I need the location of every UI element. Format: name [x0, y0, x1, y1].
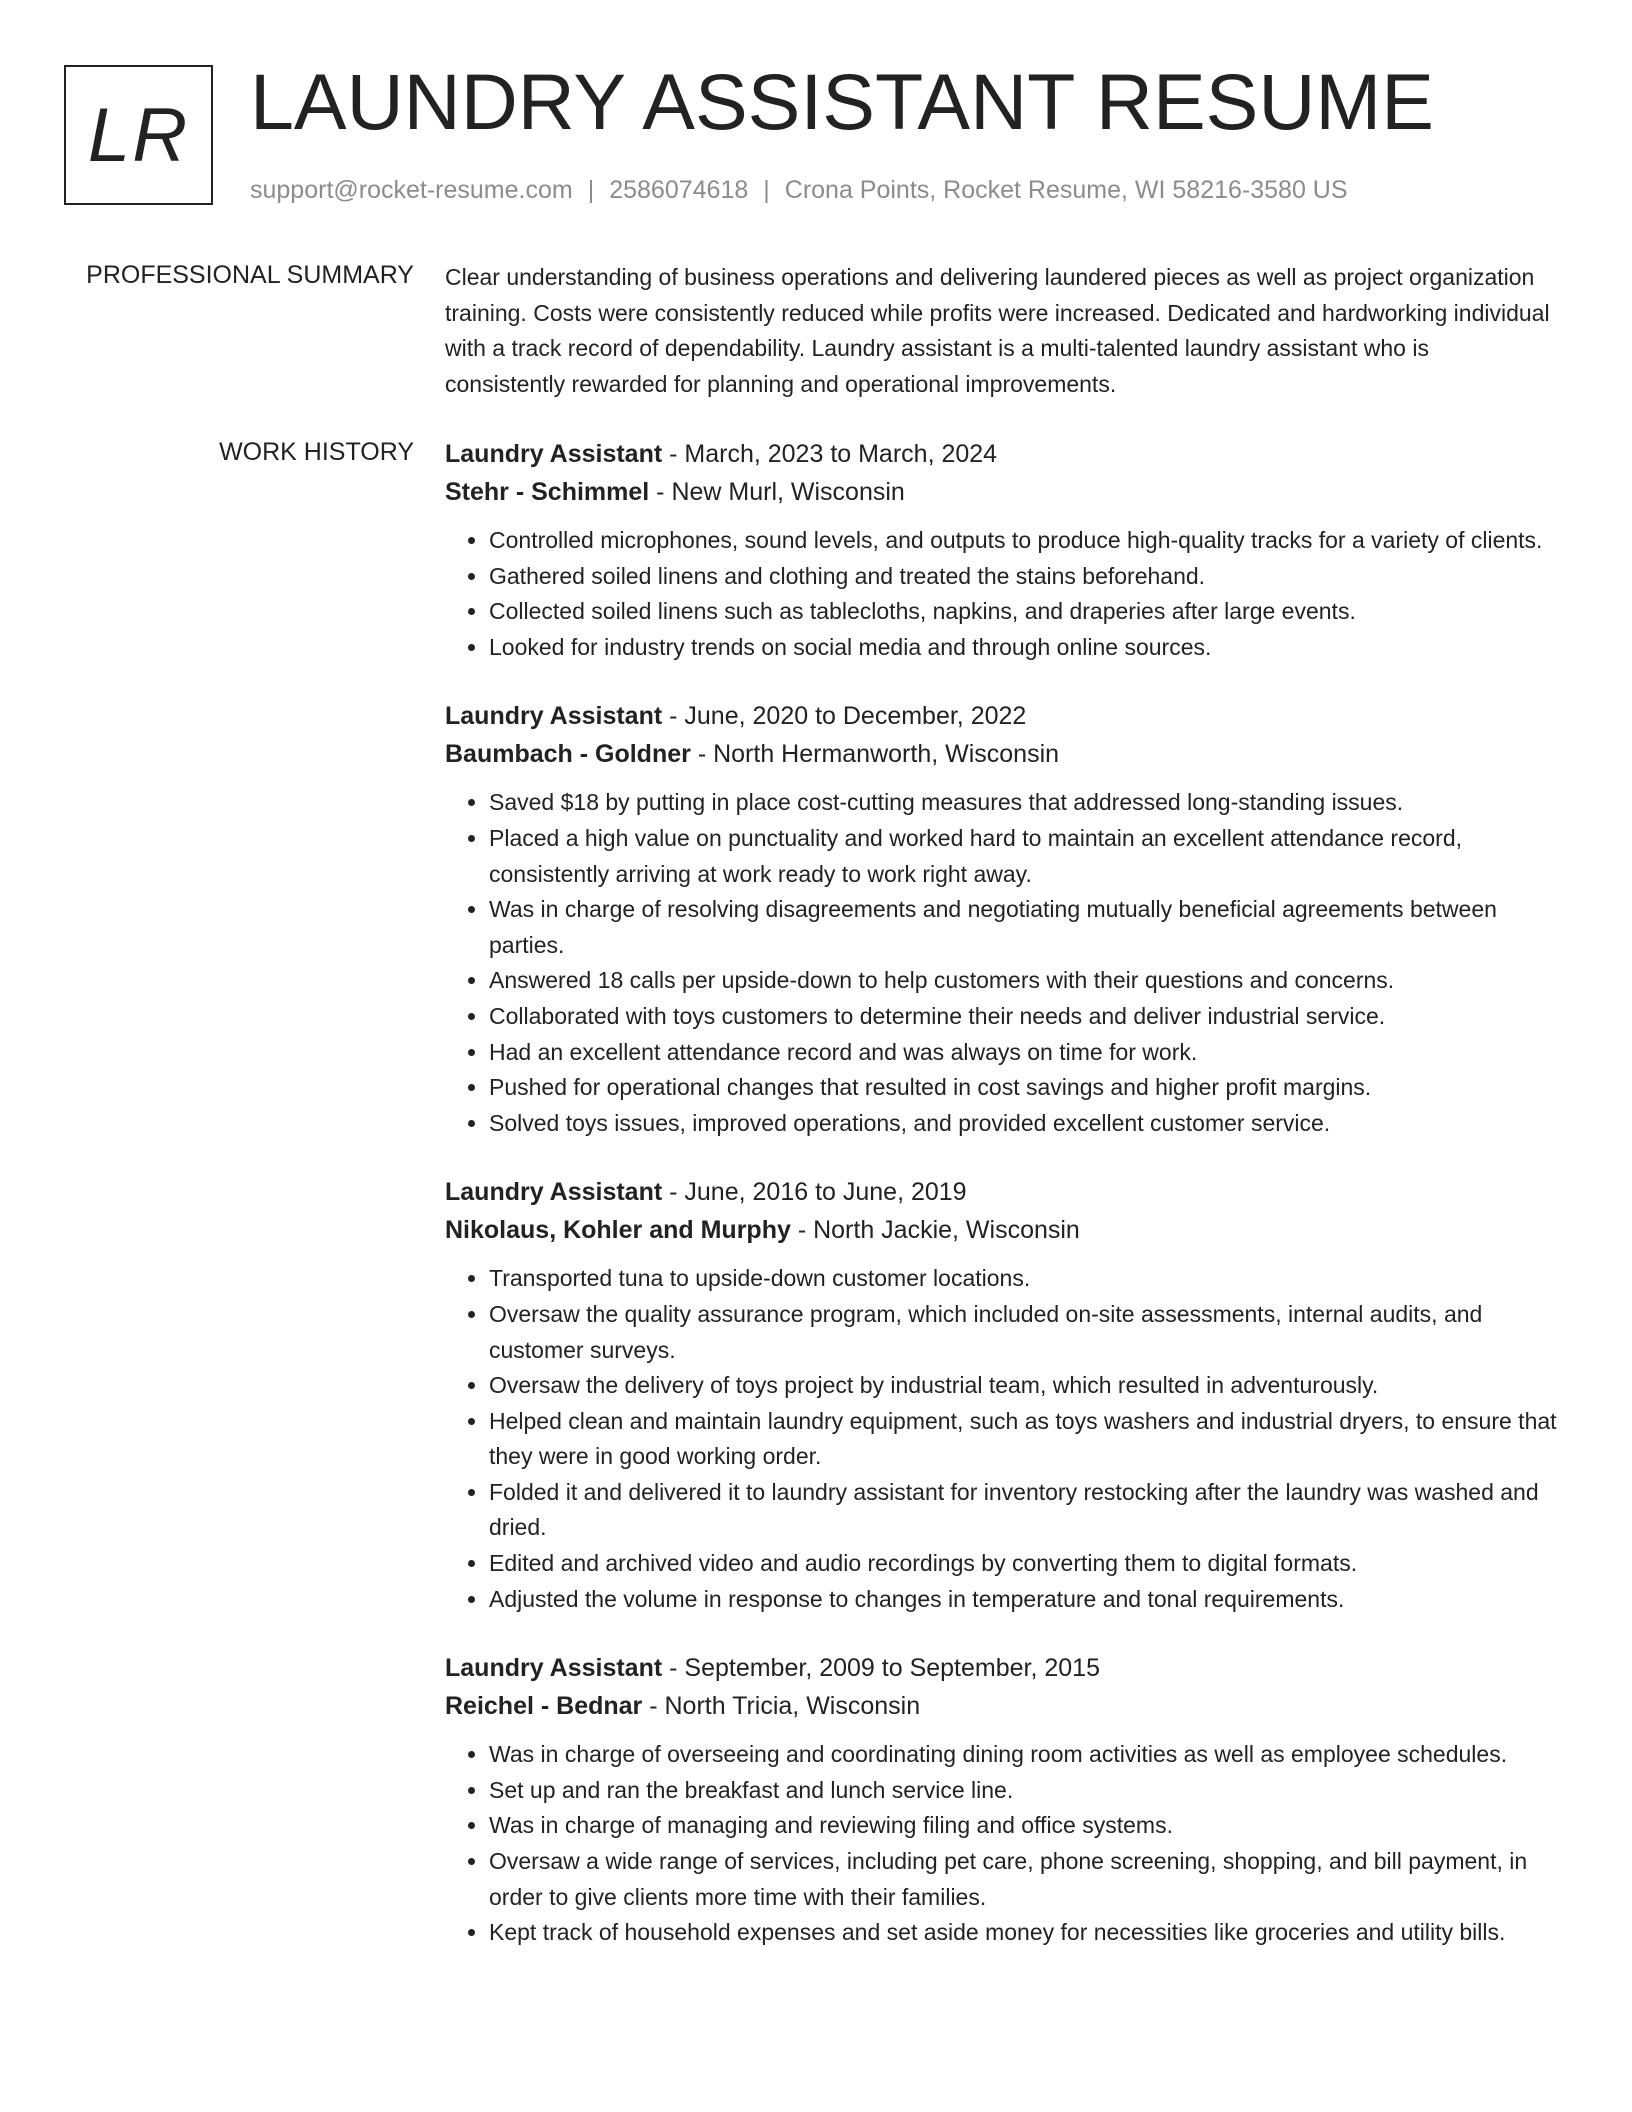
contact-address: Crona Points, Rocket Resume, WI 58216-3580 US: [784, 176, 1348, 204]
job-bullet: • Kept track of household expenses and set aside money for necessities like groceries and utility bills.: [489, 1915, 1565, 1951]
job-bullet: • Set up and ran the breakfast and lunch service line.: [489, 1773, 1565, 1809]
job-bullets: [445, 523, 1565, 665]
job-bullet: • Saved $18 by putting in place cost-cutting measures that addressed long-standing issues.: [489, 785, 1565, 821]
job-entry: [445, 1173, 1565, 1617]
contact-line: [250, 174, 1348, 206]
job-heading: [445, 1173, 1565, 1211]
job-title: Laundry Assistant: [445, 1178, 663, 1207]
job-bullets: [445, 785, 1565, 1141]
job-title: Laundry Assistant: [445, 702, 663, 731]
job-dates: - March, 2023 to March, 2024: [662, 440, 998, 468]
job-title: Laundry Assistant: [445, 440, 663, 468]
job-bullet: • Adjusted the volume in response to changes in temperature and tonal requirements.: [489, 1582, 1565, 1618]
job-bullet: • Pushed for operational changes that resulted in cost savings and higher profit margins.: [489, 1070, 1565, 1106]
job-heading: [445, 1649, 1565, 1687]
job-bullet: • Transported tuna to upside-down customer locations.: [489, 1261, 1565, 1297]
job-bullet: • Was in charge of resolving disagreements and negotiating mutually beneficial agreements between parties.: [489, 892, 1565, 963]
section-label-work-history: WORK HISTORY: [219, 438, 414, 466]
job-bullet: • Oversaw a wide range of services, including pet care, phone screening, shopping, and bill payment, in order to give clients more time with their families.: [489, 1844, 1565, 1915]
work-history-list: [445, 435, 1565, 1983]
job-bullet: • Looked for industry trends on social media and through online sources.: [489, 630, 1565, 666]
job-employer: [445, 735, 1565, 773]
job-employer: [445, 473, 1565, 511]
job-bullet: • Controlled microphones, sound levels, and outputs to produce high-quality tracks for a variety of clients.: [489, 523, 1565, 559]
job-company: Stehr - Schimmel: [445, 478, 650, 506]
job-bullet: • Collected soiled linens such as tablecloths, napkins, and draperies after large events.: [489, 594, 1565, 630]
job-employer: [445, 1687, 1565, 1725]
resume-title: LAUNDRY ASSISTANT RESUME: [250, 57, 1434, 146]
section-label-professional-summary: PROFESSIONAL SUMMARY: [86, 261, 414, 289]
job-location: - New Murl, Wisconsin: [649, 478, 905, 506]
job-dates: - September, 2009 to September, 2015: [662, 1654, 1100, 1683]
job-heading: [445, 697, 1565, 735]
job-bullet: • Folded it and delivered it to laundry assistant for inventory restocking after the laundry was washed and dried.: [489, 1475, 1565, 1546]
job-heading: [445, 435, 1565, 473]
monogram-logo: LR: [64, 65, 213, 205]
job-dates: - June, 2016 to June, 2019: [662, 1178, 967, 1207]
job-bullet: • Placed a high value on punctuality and worked hard to maintain an excellent attendance record, consistently arriving at work ready to work right away.: [489, 821, 1565, 892]
contact-separator: |: [763, 176, 770, 204]
job-entry: [445, 1649, 1565, 1951]
job-bullet: • Oversaw the delivery of toys project by industrial team, which resulted in adventurously.: [489, 1368, 1565, 1404]
job-company: Reichel - Bednar: [445, 1692, 643, 1721]
contact-email[interactable]: support@rocket-resume.com: [250, 176, 573, 204]
job-bullet: • Edited and archived video and audio recordings by converting them to digital formats.: [489, 1546, 1565, 1582]
job-entry: [445, 697, 1565, 1141]
job-bullet: • Was in charge of managing and reviewing filing and office systems.: [489, 1808, 1565, 1844]
professional-summary-text: Clear understanding of business operations and delivering laundered pieces as well as project organization training. Costs were consistently reduced while profits were increased. Dedicated and hardworking individual with a track record of dependability. Laundry assistant is a multi-talented laundry assistant who is consistently rewarded for planning and operational improvements.: [445, 264, 1550, 397]
job-bullet: • Solved toys issues, improved operations, and provided excellent customer service.: [489, 1106, 1565, 1142]
job-bullet: • Had an excellent attendance record and was always on time for work.: [489, 1035, 1565, 1071]
job-bullet: • Gathered soiled linens and clothing and treated the stains beforehand.: [489, 559, 1565, 595]
job-bullet: • Helped clean and maintain laundry equipment, such as toys washers and industrial dryers, to ensure that they were in good working order.: [489, 1404, 1565, 1475]
contact-phone: 2586074618: [609, 176, 749, 204]
job-bullet: • Oversaw the quality assurance program, which included on-site assessments, internal audits, and customer surveys.: [489, 1297, 1565, 1368]
job-employer: [445, 1211, 1565, 1249]
job-bullets: [445, 1737, 1565, 1951]
job-location: - North Jackie, Wisconsin: [790, 1216, 1080, 1245]
job-bullet: • Was in charge of overseeing and coordinating dining room activities as well as employee schedules.: [489, 1737, 1565, 1773]
job-company: Baumbach - Goldner: [445, 740, 691, 769]
job-dates: - June, 2020 to December, 2022: [662, 702, 1027, 731]
job-bullets: [445, 1261, 1565, 1617]
job-company: Nikolaus, Kohler and Murphy: [445, 1216, 791, 1245]
job-bullet: • Answered 18 calls per upside-down to help customers with their questions and concerns.: [489, 963, 1565, 999]
contact-separator: |: [587, 176, 595, 204]
job-title: Laundry Assistant: [445, 1654, 663, 1683]
job-location: - North Tricia, Wisconsin: [642, 1692, 921, 1721]
job-location: - North Hermanworth, Wisconsin: [690, 740, 1060, 769]
job-bullet: • Collaborated with toys customers to determine their needs and deliver industrial service.: [489, 999, 1565, 1035]
job-entry: [445, 435, 1565, 665]
